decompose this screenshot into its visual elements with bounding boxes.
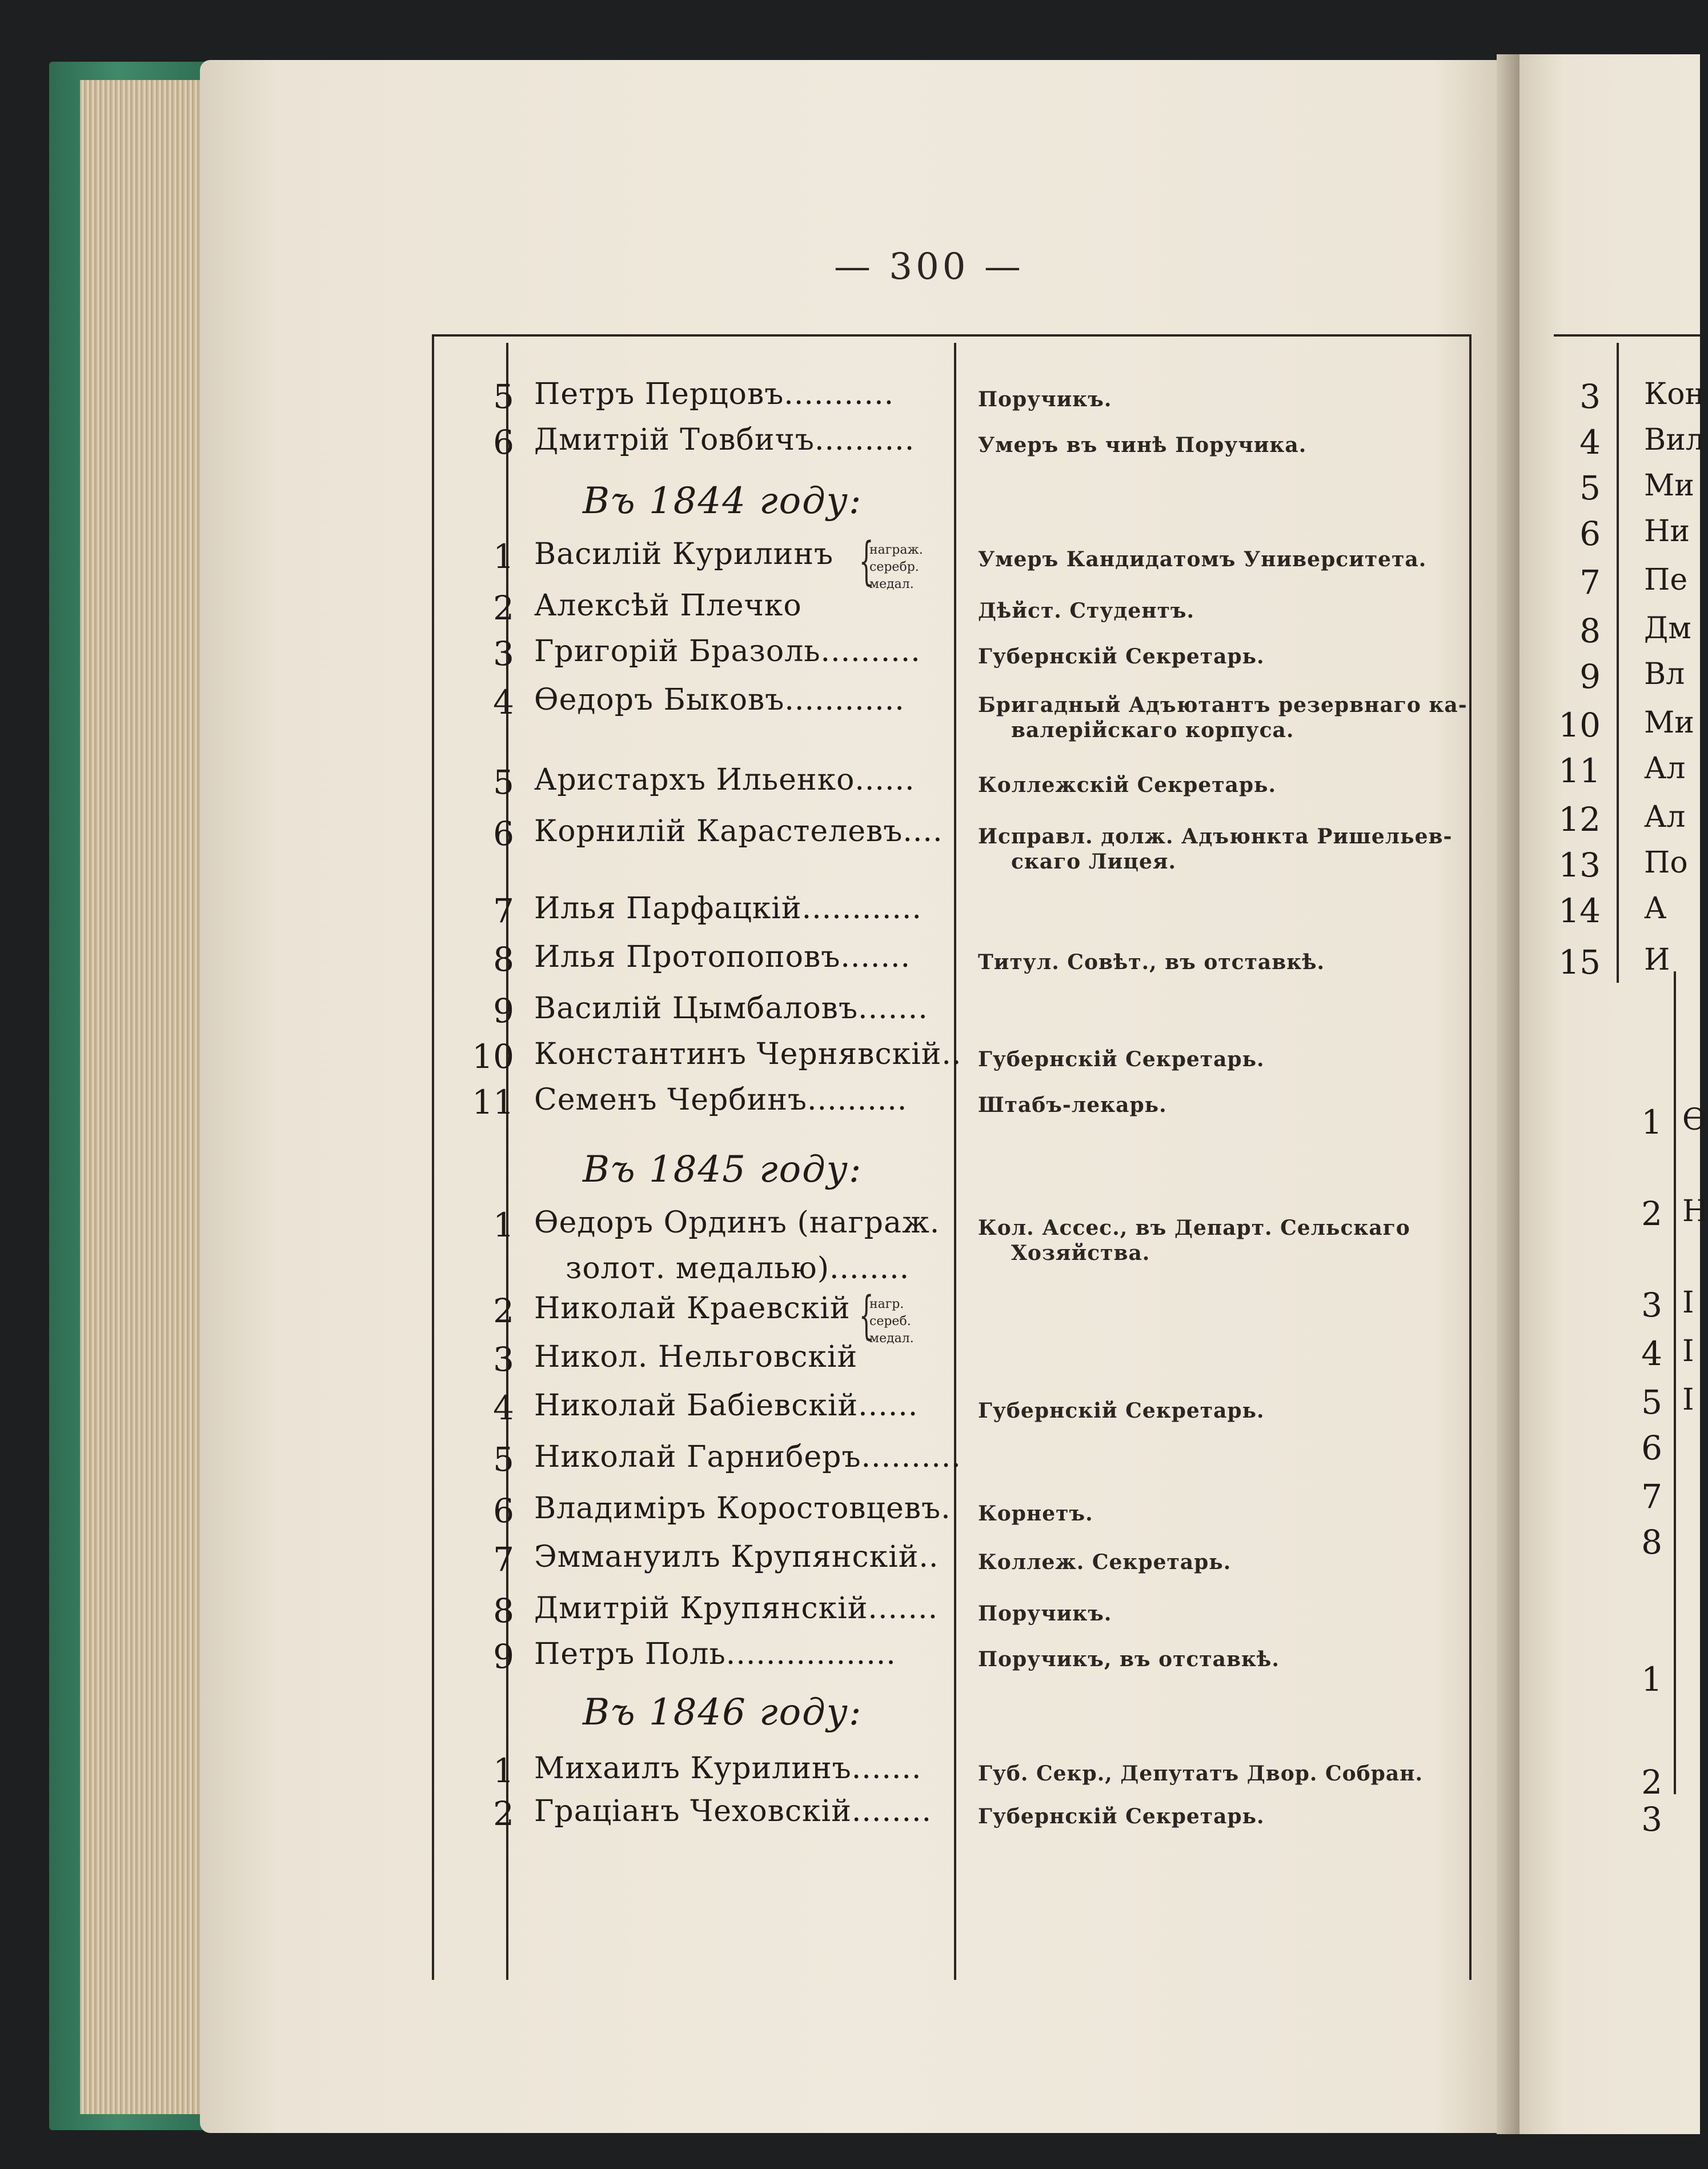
award-brace: {: [859, 531, 874, 591]
row-number: 5: [493, 1440, 514, 1479]
right-row-number: 14: [1558, 891, 1601, 930]
right-row-number: 7: [1641, 1477, 1662, 1516]
graduate-name: Константинъ Чернявскій..: [534, 1037, 962, 1071]
graduate-status: Штабъ-лекарь.: [978, 1093, 1167, 1117]
right-row-name-fragment: Ө: [1682, 1103, 1707, 1137]
graduate-name: Николай Бабіевскій......: [534, 1388, 919, 1423]
row-number: 4: [493, 683, 514, 722]
row-number: 7: [493, 1540, 514, 1579]
graduate-status: Губернскій Секретарь.: [978, 1047, 1265, 1071]
row-number: 1: [493, 537, 514, 576]
graduate-status: Кол. Ассес., въ Департ. Сельскаго: [978, 1216, 1410, 1240]
right-row-name-fragment: І: [1682, 1286, 1694, 1320]
row-number: 8: [493, 1591, 514, 1630]
graduate-status: Поручикъ.: [978, 387, 1112, 411]
graduate-name: Аристархъ Ильенко......: [534, 763, 915, 797]
graduate-name: Корнилій Карастелевъ....: [534, 814, 943, 849]
page-number: — 300 —: [834, 246, 1024, 288]
row-number: 2: [493, 1291, 514, 1330]
row-number: 6: [493, 814, 514, 853]
graduate-name: Семенъ Чербинъ..........: [534, 1083, 908, 1117]
graduate-status-continued: скаго Лицея.: [1011, 850, 1177, 874]
right-row-name-fragment: Пе: [1644, 563, 1688, 597]
right-row-number: 8: [1579, 611, 1601, 650]
right-row-number: 13: [1558, 846, 1601, 885]
right-row-name-fragment: Н: [1682, 1194, 1708, 1228]
table-left-rule: [432, 334, 434, 1980]
graduate-name: Никол. Нельговскій: [534, 1340, 858, 1374]
right-row-number: 2: [1641, 1763, 1662, 1802]
graduate-status: Бригадный Адъютантъ резервнаго ка-: [978, 693, 1468, 717]
row-number: 9: [493, 1637, 514, 1676]
right-row-number: 6: [1579, 514, 1601, 553]
graduate-status: Дѣйст. Студентъ.: [978, 599, 1195, 623]
award-note: сереб.: [869, 1314, 911, 1328]
award-brace: {: [859, 1286, 874, 1346]
year-heading: Въ 1846 году:: [583, 1691, 863, 1734]
right-row-number: 11: [1558, 751, 1601, 790]
graduate-status: Коллежскій Секретарь.: [978, 773, 1277, 797]
row-number: 1: [493, 1206, 514, 1244]
right-row-name-fragment: А: [1644, 891, 1667, 926]
right-table-top-rule: [1554, 334, 1700, 337]
graduate-status-continued: валерійскаго корпуса.: [1011, 718, 1294, 742]
award-note: медал.: [869, 1331, 914, 1346]
right-row-name-fragment: Ал: [1644, 751, 1686, 786]
right-row-name-fragment: Кон: [1644, 377, 1705, 411]
row-number: 5: [493, 763, 514, 802]
award-note: нагр.: [869, 1297, 904, 1311]
table-top-rule: [432, 334, 1472, 337]
graduate-name: Эммануилъ Крупянскій..: [534, 1540, 939, 1574]
year-heading: Въ 1845 году:: [583, 1148, 863, 1191]
right-row-number: 2: [1641, 1194, 1662, 1233]
row-number: 9: [493, 991, 514, 1030]
right-row-number: 1: [1641, 1103, 1662, 1142]
year-heading: Въ 1844 году:: [583, 480, 863, 522]
graduate-name: Василій Курилинъ: [534, 537, 834, 571]
graduate-status: Умеръ Кандидатомъ Университета.: [978, 547, 1427, 571]
row-number: 2: [493, 589, 514, 627]
award-note: награж.: [869, 543, 923, 557]
graduate-name: Василій Цымбаловъ.......: [534, 991, 928, 1026]
row-number: 10: [472, 1037, 514, 1076]
right-row-number: 7: [1579, 563, 1601, 602]
right-row-number: 5: [1641, 1383, 1662, 1422]
right-row-name-fragment: Ни: [1644, 514, 1690, 549]
right-lower-column-rule: [1674, 971, 1676, 1794]
graduate-name: Дмитрій Товбичъ..........: [534, 423, 915, 457]
right-row-number: 8: [1641, 1523, 1662, 1562]
graduate-name: Михаилъ Курилинъ.......: [534, 1751, 922, 1786]
right-row-name-fragment: Вил: [1644, 423, 1705, 457]
row-number: 6: [493, 1491, 514, 1530]
row-number: 4: [493, 1388, 514, 1427]
right-row-number: 6: [1641, 1428, 1662, 1467]
graduate-status: Губернскій Секретарь.: [978, 1399, 1265, 1423]
graduate-status-continued: Хозяйства.: [1011, 1241, 1150, 1265]
right-row-number: 12: [1558, 800, 1601, 839]
graduate-name-continued: золот. медалью)........: [566, 1251, 910, 1286]
right-row-number: 9: [1579, 657, 1601, 696]
row-number: 6: [493, 423, 514, 462]
right-row-name-fragment: Ал: [1644, 800, 1686, 834]
right-row-number: 4: [1579, 423, 1601, 462]
graduate-name: Дмитрій Крупянскій.......: [534, 1591, 939, 1626]
right-row-number: 3: [1579, 377, 1601, 416]
right-number-column-rule: [1617, 343, 1619, 983]
right-row-name-fragment: Вл: [1644, 657, 1685, 691]
graduate-name: Граціанъ Чеховскій........: [534, 1794, 932, 1828]
graduate-name: Николай Краевскій: [534, 1291, 851, 1326]
row-number: 8: [493, 940, 514, 979]
right-row-name-fragment: Дм: [1644, 611, 1691, 646]
right-row-name-fragment: Ми: [1644, 469, 1694, 503]
row-number: 11: [472, 1083, 514, 1122]
graduate-name: Петръ Поль.................: [534, 1637, 896, 1671]
graduate-status: Титул. Совѣт., въ отставкѣ.: [978, 950, 1325, 974]
row-number: 1: [493, 1751, 514, 1790]
right-row-number: 10: [1558, 706, 1601, 745]
right-row-number: 3: [1641, 1286, 1662, 1324]
row-number: 3: [493, 1340, 514, 1379]
graduate-name: Өедоръ Ординъ (награж.: [534, 1206, 940, 1240]
graduate-status: Губ. Секр., Депутатъ Двор. Собран.: [978, 1762, 1424, 1786]
award-note: серебр.: [869, 560, 919, 574]
award-note: медал.: [869, 577, 914, 591]
row-number: 3: [493, 634, 514, 673]
table-right-rule: [1469, 334, 1472, 1980]
graduate-status: Исправл. долж. Адъюнкта Ришельев-: [978, 825, 1453, 849]
graduate-status: Поручикъ.: [978, 1602, 1112, 1626]
graduate-name: Петръ Перцовъ...........: [534, 377, 895, 411]
graduate-name: Николай Гарниберъ..........: [534, 1440, 961, 1474]
row-number: 7: [493, 891, 514, 930]
right-row-number: 1: [1641, 1660, 1662, 1699]
name-column-rule: [954, 343, 956, 1980]
graduate-status: Умеръ въ чинѣ Поручика.: [978, 433, 1307, 457]
graduate-name: Григорій Бразоль..........: [534, 634, 921, 669]
right-row-name-fragment: По: [1644, 846, 1688, 880]
graduate-status: Коллеж. Секретарь.: [978, 1550, 1232, 1574]
right-row-number: 5: [1579, 469, 1601, 507]
page-edges: [80, 80, 217, 2114]
right-row-name-fragment: И: [1644, 943, 1670, 977]
right-row-number: 4: [1641, 1334, 1662, 1373]
graduate-status: Губернскій Секретарь.: [978, 1804, 1265, 1828]
right-row-number: 3: [1641, 1800, 1662, 1839]
graduate-name: Өедоръ Быковъ............: [534, 683, 905, 717]
right-page: [1519, 54, 1700, 2134]
graduate-status: Поручикъ, въ отставкѣ.: [978, 1647, 1280, 1671]
graduate-status: Корнетъ.: [978, 1502, 1093, 1526]
graduate-name: Илья Парфацкій............: [534, 891, 922, 926]
right-row-name-fragment: І: [1682, 1383, 1694, 1417]
row-number: 2: [493, 1794, 514, 1833]
row-number: 5: [493, 377, 514, 416]
graduate-status: Губернскій Секретарь.: [978, 645, 1265, 669]
right-row-name-fragment: Ми: [1644, 706, 1694, 740]
right-row-name-fragment: І: [1682, 1334, 1694, 1368]
graduate-name: Владиміръ Коростовцевъ.: [534, 1491, 951, 1526]
right-row-number: 15: [1558, 943, 1601, 982]
graduate-name: Илья Протопоповъ.......: [534, 940, 911, 974]
graduate-name: Алексѣй Плечко: [534, 589, 802, 623]
